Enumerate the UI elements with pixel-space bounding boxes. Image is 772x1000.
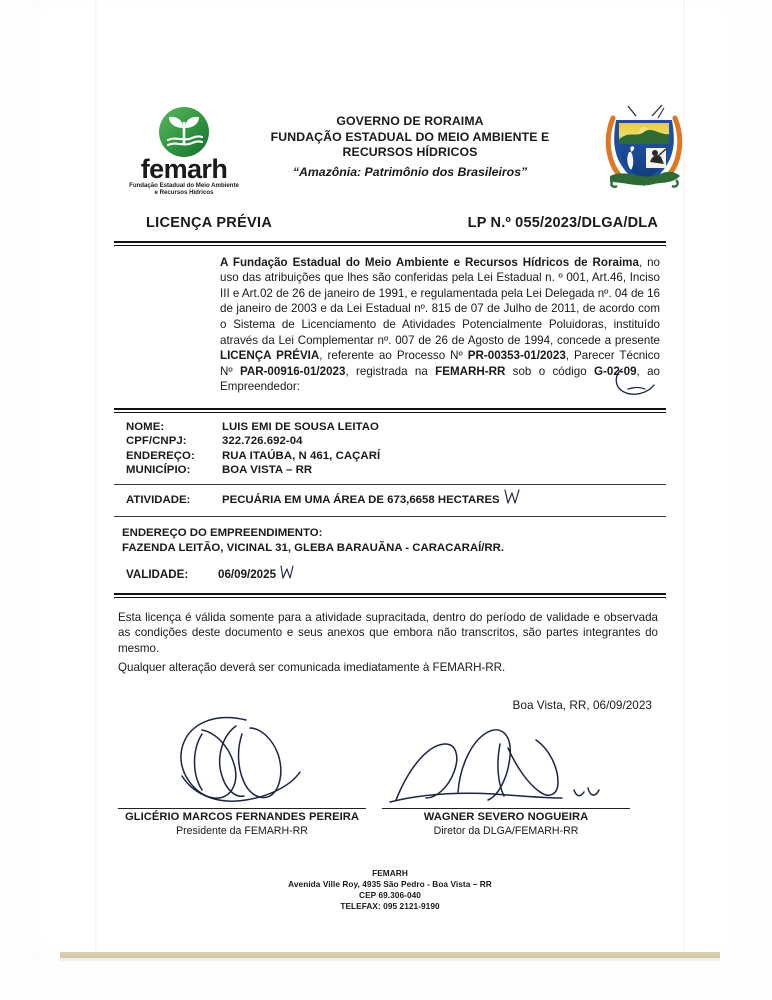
activity-row: [126, 494, 666, 506]
intro-code: G-02-09: [594, 364, 637, 378]
header-title-line-3: RECURSOS HÍDRICOS: [342, 145, 478, 159]
activity-text: PECUÁRIA EM UMA ÁREA DE 673,6658 HECTARES: [222, 493, 500, 506]
validity-date: 06/09/2025: [218, 567, 277, 581]
header-title-line-1: GOVERNO DE RORAIMA: [336, 114, 484, 128]
femarh-logo-subtitle-1: Fundação Estadual do Meio Ambiente: [129, 182, 239, 189]
activity-value: [222, 494, 500, 506]
signature-rule-president: [118, 808, 366, 809]
footer-cep: CEP 69.306-040: [359, 890, 421, 901]
intro-process-number: PR-00353-01/2023: [467, 349, 566, 363]
divider-under-title: [114, 241, 666, 246]
femarh-wordmark: femarh: [140, 154, 228, 184]
site-heading: ENDEREÇO DO EMPREENDIMENTO:: [122, 526, 323, 539]
validity-label: VALIDADE:: [126, 567, 189, 581]
activity-label: ATIVIDADE:: [126, 493, 191, 506]
owner-cpf-label: CPF/CNPJ:: [126, 435, 187, 448]
signature-rule-director: [382, 808, 630, 809]
signature-role-president: Presidente da FEMARH-RR: [176, 824, 308, 837]
femarh-logo-subtitle-2: e Recursos Hídricos: [154, 189, 214, 196]
intro-seg-12: , ao Empreendedor:: [220, 364, 660, 394]
signature-role-director: Diretor da DLGA/FEMARH-RR: [433, 824, 579, 837]
intro-seg-2: , no uso das atribuições que lhes são conferidas pela Lei Estadual n. º 001, Art.46, Inciso III e Art.02 de 26 de janeiro de 1991, e regulamentada pela Lei Delegada nº. 04 de 16 de janeiro de 2003 e da Lei Estadual nº. 815 de 07 de Julho de 2011, de acordo com o Sistema de Licenciamento de Atividades Potencialmente Poluidoras, instituído através da Lei Complementar nº. 007 de 26 de Agosto de 1994, concede a presente: [220, 255, 660, 347]
signature-area: [110, 720, 670, 837]
intro-seg-4: , referente ao Processo Nº: [319, 349, 468, 363]
intro-seg-3: LICENÇA PRÉVIA: [220, 349, 320, 363]
footer-address: Avenida Ville Roy, 4935 São Pedro - Boa Vista – RR: [288, 878, 492, 889]
footer-telefax: TELEFAX: 095 2121-9190: [340, 901, 440, 912]
license-title-row: [110, 215, 670, 237]
owner-cpf-value: 322.726.692-04: [222, 435, 303, 448]
owner-details-block: [114, 413, 666, 484]
roraima-coat-of-arms-icon: [598, 104, 690, 200]
document-header: [110, 104, 670, 199]
intro-seg-8: , registrada na: [345, 364, 436, 378]
signature-name-president: GLICÉRIO MARCOS FERNANDES PEREIRA: [124, 810, 360, 823]
divider-below-site: [114, 593, 666, 598]
footer-org: FEMARH: [372, 867, 408, 878]
activity-block: [114, 485, 666, 516]
signature-name-director: WAGNER SEVERO NOGUEIRA: [423, 810, 589, 823]
table-row: [126, 434, 666, 449]
intro-opinion-number: PAR-00916-01/2023: [239, 364, 346, 378]
table-row: [126, 449, 666, 464]
intro-paragraph: [220, 255, 660, 395]
intro-seg-10: sob o código: [505, 364, 594, 378]
femarh-logo: [120, 106, 248, 198]
closing-paragraph: Esta licença é válida somente para a atividade supracitada, dentro do período de validade e observada as condições deste documento e seus anexos que embora não transcritos, são partes integrantes do mesmo.: [118, 610, 658, 656]
closing-note: Qualquer alteração deverá ser comunicada imediatamente à FEMARH-RR.: [118, 660, 506, 674]
owner-name-value: LUIS EMI DE SOUSA LEITAO: [222, 420, 379, 433]
site-block: [114, 517, 666, 589]
intro-seg-6: , Parecer Técnico Nº: [220, 349, 661, 378]
closing-block: [118, 610, 658, 676]
handwritten-initial-validity: [278, 563, 296, 581]
owner-name-label: NOME:: [126, 420, 165, 433]
document-footer: [110, 868, 670, 913]
header-title-block: [260, 114, 560, 181]
intro-seg-1: A Fundação Estadual do Meio Ambiente e Recursos Hídricos de Roraima: [220, 255, 639, 269]
site-address: FAZENDA LEITÃO, VICINAL 31, GLEBA BARAUÃNA - CARACARAÍ/RR.: [122, 541, 505, 554]
scanner-bed-shadow: [60, 958, 720, 961]
intro-agency: FEMARH-RR: [435, 364, 506, 378]
table-row: [126, 420, 666, 435]
owner-city-label: MUNICÍPIO:: [126, 464, 191, 477]
place-and-date: Boa Vista, RR, 06/09/2023: [512, 697, 652, 712]
owner-address-value: RUA ITAÚBA, N 461, CAÇARÍ: [222, 449, 381, 462]
validity-value: [218, 568, 276, 581]
owner-address-label: ENDEREÇO:: [126, 449, 195, 462]
validity-row: [122, 568, 666, 581]
owner-city-value: BOA VISTA – RR: [222, 464, 313, 477]
header-title-line-2: FUNDAÇÃO ESTADUAL DO MEIO AMBIENTE E: [270, 129, 550, 144]
header-motto: “Amazônia: Patrimônio dos Brasileiros”: [292, 164, 528, 179]
handwritten-signature-president: [118, 714, 366, 810]
license-title: LICENÇA PRÉVIA: [146, 215, 273, 231]
license-number: LP N.º 055/2023/DLGA/DLA: [467, 215, 658, 231]
table-row: [126, 463, 666, 478]
license-document: [110, 0, 670, 940]
handwritten-signature-director: [382, 714, 630, 810]
handwritten-initial-activity: [502, 488, 522, 506]
